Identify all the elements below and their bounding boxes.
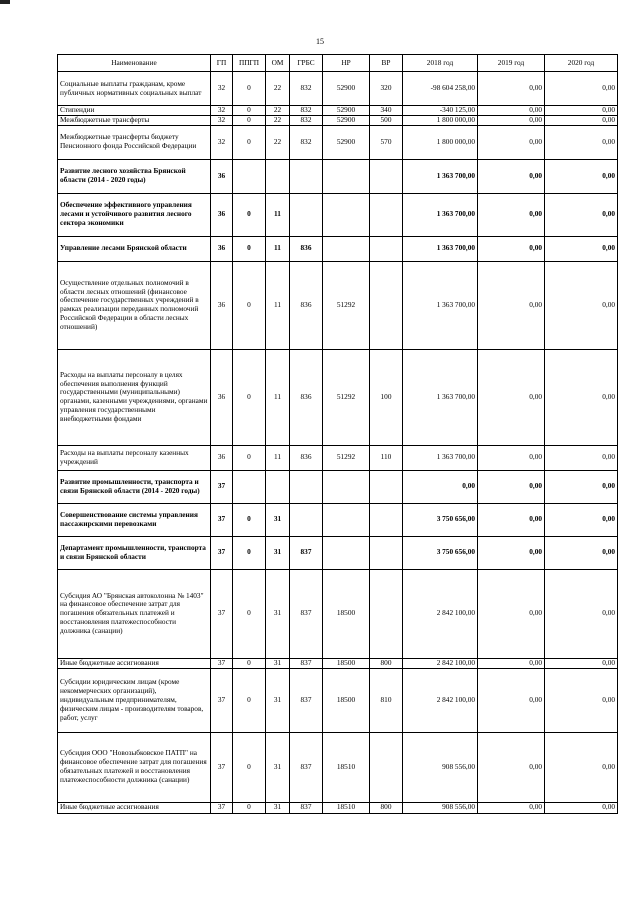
table-row <box>58 125 618 159</box>
cell-y2020: 0,00 <box>545 236 618 261</box>
cell-grbs: 832 <box>290 115 323 125</box>
cell-name: Расходы на выплаты персоналу казенных учреждений <box>58 445 211 470</box>
cell-nr: 18500 <box>323 569 370 658</box>
cell-gp: 36 <box>211 159 233 193</box>
cell-gp: 32 <box>211 106 233 116</box>
cell-gp: 32 <box>211 72 233 106</box>
cell-name: Стипендии <box>58 106 211 116</box>
cell-vr <box>370 536 403 569</box>
cell-y2020: 0,00 <box>545 732 618 802</box>
cell-gp: 37 <box>211 569 233 658</box>
page-number: 15 <box>316 37 324 46</box>
table-row <box>58 106 618 116</box>
cell-ppgp: 0 <box>233 802 266 813</box>
cell-y2019: 0,00 <box>478 236 545 261</box>
cell-y2019: 0,00 <box>478 72 545 106</box>
table-row <box>58 236 618 261</box>
header-ppgp: ППГП <box>233 55 266 72</box>
cell-y2019: 0,00 <box>478 349 545 445</box>
cell-nr: 51292 <box>323 445 370 470</box>
table-body <box>58 72 618 814</box>
cell-gp: 37 <box>211 470 233 503</box>
header-gp: ГП <box>211 55 233 72</box>
cell-gp: 37 <box>211 536 233 569</box>
cell-y2018: 2 842 100,00 <box>403 569 478 658</box>
cell-vr <box>370 261 403 349</box>
cell-y2020: 0,00 <box>545 536 618 569</box>
cell-grbs: 832 <box>290 106 323 116</box>
cell-om: 11 <box>266 236 290 261</box>
cell-ppgp: 0 <box>233 536 266 569</box>
table-row <box>58 470 618 503</box>
cell-y2019: 0,00 <box>478 658 545 668</box>
cell-y2019: 0,00 <box>478 445 545 470</box>
cell-om: 22 <box>266 125 290 159</box>
cell-vr <box>370 569 403 658</box>
cell-ppgp <box>233 470 266 503</box>
cell-gp: 37 <box>211 732 233 802</box>
cell-y2020: 0,00 <box>545 668 618 732</box>
cell-ppgp: 0 <box>233 503 266 536</box>
cell-nr: 52900 <box>323 115 370 125</box>
cell-ppgp: 0 <box>233 261 266 349</box>
cell-y2018: -98 604 258,00 <box>403 72 478 106</box>
cell-name: Субсидия АО "Брянская автоколонна № 1403" на финансовое обеспечение затрат для погашения обязательных платежей и восстановления платежеспособности должника (санации) <box>58 569 211 658</box>
cell-ppgp: 0 <box>233 72 266 106</box>
cell-name: Развитие лесного хозяйства Брянской области (2014 - 2020 годы) <box>58 159 211 193</box>
budget-table <box>57 54 618 814</box>
cell-y2020: 0,00 <box>545 106 618 116</box>
cell-grbs: 837 <box>290 668 323 732</box>
table-row <box>58 193 618 236</box>
cell-y2020: 0,00 <box>545 72 618 106</box>
cell-y2020: 0,00 <box>545 445 618 470</box>
cell-vr <box>370 236 403 261</box>
cell-y2020: 0,00 <box>545 503 618 536</box>
cell-gp: 37 <box>211 802 233 813</box>
header-grbs: ГРБС <box>290 55 323 72</box>
cell-y2019: 0,00 <box>478 125 545 159</box>
cell-y2019: 0,00 <box>478 569 545 658</box>
cell-name: Совершенствование системы управления пассажирскими перевозками <box>58 503 211 536</box>
cell-om: 11 <box>266 349 290 445</box>
cell-grbs: 837 <box>290 732 323 802</box>
cell-y2018: 1 363 700,00 <box>403 193 478 236</box>
table-row <box>58 115 618 125</box>
cell-gp: 36 <box>211 445 233 470</box>
cell-name: Осуществление отдельных полномочий в области лесных отношений (финансовое обеспечение государственных учреждений в рамках реализации переданных полномочий Российской Федерации в области лесных отношений) <box>58 261 211 349</box>
cell-y2018: 2 842 100,00 <box>403 668 478 732</box>
cell-y2018: 1 363 700,00 <box>403 349 478 445</box>
cell-vr: 570 <box>370 125 403 159</box>
cell-gp: 36 <box>211 193 233 236</box>
header-2018: 2018 год <box>403 55 478 72</box>
cell-y2018: 3 750 656,00 <box>403 536 478 569</box>
cell-om: 31 <box>266 668 290 732</box>
cell-grbs: 837 <box>290 569 323 658</box>
cell-name: Социальные выплаты гражданам, кроме публичных нормативных социальных выплат <box>58 72 211 106</box>
cell-vr: 110 <box>370 445 403 470</box>
cell-gp: 36 <box>211 236 233 261</box>
cell-om: 31 <box>266 732 290 802</box>
cell-gp: 37 <box>211 503 233 536</box>
cell-grbs: 836 <box>290 261 323 349</box>
cell-y2020: 0,00 <box>545 125 618 159</box>
cell-nr <box>323 470 370 503</box>
cell-ppgp: 0 <box>233 125 266 159</box>
cell-y2019: 0,00 <box>478 470 545 503</box>
cell-vr: 500 <box>370 115 403 125</box>
table-row <box>58 261 618 349</box>
cell-name: Межбюджетные трансферты <box>58 115 211 125</box>
cell-y2020: 0,00 <box>545 349 618 445</box>
cell-y2018: 3 750 656,00 <box>403 503 478 536</box>
cell-ppgp: 0 <box>233 445 266 470</box>
cell-om: 31 <box>266 503 290 536</box>
cell-nr <box>323 236 370 261</box>
cell-om <box>266 159 290 193</box>
table-row <box>58 159 618 193</box>
cell-y2020: 0,00 <box>545 261 618 349</box>
cell-om <box>266 470 290 503</box>
cell-nr: 52900 <box>323 72 370 106</box>
table-row <box>58 536 618 569</box>
cell-y2018: 1 363 700,00 <box>403 261 478 349</box>
cell-name: Иные бюджетные ассигнования <box>58 802 211 813</box>
cell-om: 22 <box>266 106 290 116</box>
table-row <box>58 569 618 658</box>
cell-y2019: 0,00 <box>478 159 545 193</box>
table-row <box>58 802 618 813</box>
cell-y2018: 1 363 700,00 <box>403 445 478 470</box>
cell-grbs: 832 <box>290 72 323 106</box>
cell-gp: 37 <box>211 658 233 668</box>
cell-vr <box>370 159 403 193</box>
cell-y2020: 0,00 <box>545 115 618 125</box>
table-row <box>58 658 618 668</box>
cell-nr <box>323 536 370 569</box>
cell-grbs: 836 <box>290 236 323 261</box>
cell-vr: 800 <box>370 802 403 813</box>
cell-grbs: 832 <box>290 125 323 159</box>
cell-y2018: 1 363 700,00 <box>403 236 478 261</box>
cell-y2020: 0,00 <box>545 470 618 503</box>
table-row <box>58 503 618 536</box>
cell-nr <box>323 159 370 193</box>
cell-ppgp: 0 <box>233 106 266 116</box>
cell-y2019: 0,00 <box>478 668 545 732</box>
cell-ppgp: 0 <box>233 193 266 236</box>
cell-name: Субсидия ООО "Новозыбковское ПАТП" на финансовое обеспечение затрат для погашения обязательных платежей и восстановления платежеспособности должника (санации) <box>58 732 211 802</box>
cell-grbs: 837 <box>290 802 323 813</box>
cell-y2020: 0,00 <box>545 658 618 668</box>
cell-vr: 810 <box>370 668 403 732</box>
cell-name: Развитие промышленности, транспорта и связи Брянской области (2014 - 2020 годы) <box>58 470 211 503</box>
cell-gp: 37 <box>211 668 233 732</box>
cell-y2020: 0,00 <box>545 802 618 813</box>
table-row <box>58 349 618 445</box>
cell-ppgp <box>233 159 266 193</box>
cell-grbs <box>290 503 323 536</box>
cell-y2019: 0,00 <box>478 261 545 349</box>
cell-nr: 18510 <box>323 802 370 813</box>
cell-vr: 800 <box>370 658 403 668</box>
cell-nr: 18500 <box>323 658 370 668</box>
cell-ppgp: 0 <box>233 658 266 668</box>
cell-y2020: 0,00 <box>545 159 618 193</box>
table-row <box>58 445 618 470</box>
cell-y2019: 0,00 <box>478 536 545 569</box>
cell-nr: 52900 <box>323 125 370 159</box>
cell-y2018: 908 556,00 <box>403 802 478 813</box>
table-row <box>58 732 618 802</box>
cell-ppgp: 0 <box>233 349 266 445</box>
cell-nr <box>323 503 370 536</box>
cell-gp: 32 <box>211 125 233 159</box>
header-name: Наименование <box>58 55 211 72</box>
cell-y2019: 0,00 <box>478 802 545 813</box>
cell-name: Департамент промышленности, транспорта и связи Брянской области <box>58 536 211 569</box>
cell-vr <box>370 193 403 236</box>
cell-om: 22 <box>266 72 290 106</box>
cell-vr <box>370 470 403 503</box>
scan-corner-mark <box>0 0 10 4</box>
table-row <box>58 668 618 732</box>
cell-vr: 320 <box>370 72 403 106</box>
cell-ppgp: 0 <box>233 668 266 732</box>
cell-y2020: 0,00 <box>545 569 618 658</box>
cell-om: 31 <box>266 802 290 813</box>
header-2020: 2020 год <box>545 55 618 72</box>
cell-gp: 36 <box>211 261 233 349</box>
cell-vr <box>370 503 403 536</box>
cell-nr: 51292 <box>323 349 370 445</box>
cell-nr: 51292 <box>323 261 370 349</box>
cell-grbs <box>290 193 323 236</box>
cell-grbs: 837 <box>290 658 323 668</box>
cell-name: Управление лесами Брянской области <box>58 236 211 261</box>
cell-om: 11 <box>266 261 290 349</box>
cell-y2018: 2 842 100,00 <box>403 658 478 668</box>
cell-y2018: 908 556,00 <box>403 732 478 802</box>
header-vr: ВР <box>370 55 403 72</box>
cell-name: Иные бюджетные ассигнования <box>58 658 211 668</box>
cell-y2018: 0,00 <box>403 470 478 503</box>
cell-om: 31 <box>266 569 290 658</box>
cell-om: 11 <box>266 445 290 470</box>
header-nr: НР <box>323 55 370 72</box>
cell-om: 31 <box>266 658 290 668</box>
cell-y2019: 0,00 <box>478 503 545 536</box>
cell-nr <box>323 193 370 236</box>
cell-ppgp: 0 <box>233 732 266 802</box>
table-header-row <box>58 55 618 72</box>
cell-name: Межбюджетные трансферты бюджету Пенсионного фонда Российской Федерации <box>58 125 211 159</box>
cell-y2019: 0,00 <box>478 732 545 802</box>
table-row <box>58 72 618 106</box>
cell-om: 22 <box>266 115 290 125</box>
cell-grbs: 836 <box>290 349 323 445</box>
header-om: ОМ <box>266 55 290 72</box>
cell-name: Субсидии юридическим лицам (кроме некоммерческих организаций), индивидуальным предпринимателям, физическим лицам - производителям товаров, работ, услуг <box>58 668 211 732</box>
cell-ppgp: 0 <box>233 115 266 125</box>
cell-y2018: 1 363 700,00 <box>403 159 478 193</box>
cell-nr: 18510 <box>323 732 370 802</box>
cell-gp: 32 <box>211 115 233 125</box>
cell-ppgp: 0 <box>233 569 266 658</box>
cell-grbs: 837 <box>290 536 323 569</box>
cell-name: Расходы на выплаты персоналу в целях обеспечения выполнения функций государственными (муниципальными) органами, казенными учреждениями, органами управления государственными внебюджетными фондами <box>58 349 211 445</box>
cell-y2019: 0,00 <box>478 106 545 116</box>
cell-y2018: 1 800 000,00 <box>403 125 478 159</box>
cell-om: 31 <box>266 536 290 569</box>
cell-name: Обеспечение эффективного управления лесами и устойчивого развития лесного сектора экономики <box>58 193 211 236</box>
cell-y2020: 0,00 <box>545 193 618 236</box>
cell-vr: 340 <box>370 106 403 116</box>
cell-grbs <box>290 470 323 503</box>
cell-y2018: 1 800 000,00 <box>403 115 478 125</box>
cell-grbs <box>290 159 323 193</box>
cell-vr <box>370 732 403 802</box>
cell-ppgp: 0 <box>233 236 266 261</box>
cell-y2019: 0,00 <box>478 193 545 236</box>
cell-vr: 100 <box>370 349 403 445</box>
header-2019: 2019 год <box>478 55 545 72</box>
cell-nr: 52900 <box>323 106 370 116</box>
cell-y2018: -340 125,00 <box>403 106 478 116</box>
cell-grbs: 836 <box>290 445 323 470</box>
cell-y2019: 0,00 <box>478 115 545 125</box>
cell-nr: 18500 <box>323 668 370 732</box>
cell-gp: 36 <box>211 349 233 445</box>
cell-om: 11 <box>266 193 290 236</box>
